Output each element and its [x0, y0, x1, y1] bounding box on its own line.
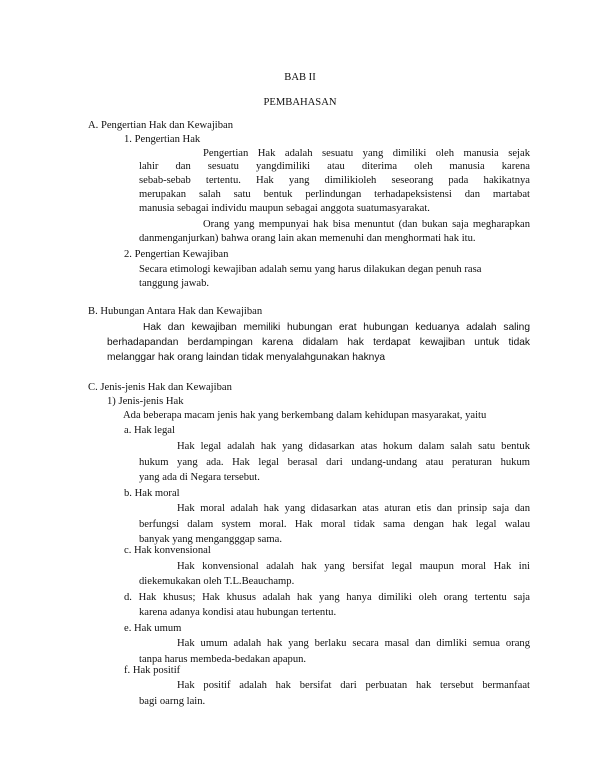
section-b-heading: B. Hubungan Antara Hak dan Kewajiban	[88, 306, 263, 317]
section-a-item2-heading: 2. Pengertian Kewajiban	[124, 249, 229, 260]
chapter-number: BAB II	[284, 72, 316, 83]
list-item-line: tanpa harus membeda-bedakan apapun.	[139, 654, 307, 665]
paragraph-line: merupakan salah satu bentuk perlindungan terhadapeksistensi dan martabat	[139, 189, 530, 200]
list-item-line: yang ada di Negara tersebut.	[139, 472, 260, 483]
list-item-line: diekemukakan oleh T.L.Beauchamp.	[139, 576, 295, 587]
paragraph-line: melanggar hak orang laindan tidak menyalahgunakan haknya	[107, 352, 386, 363]
list-item-line: Hak moral adalah hak yang didasarkan atas aturan etis dan prinsip saja dan	[177, 503, 530, 514]
list-item-label: b. Hak moral	[124, 488, 180, 499]
list-item-label: f. Hak positif	[124, 665, 181, 676]
paragraph-line: sebab-sebab tertentu. Hak yang dimilikioleh seseorang pada hakikatnya	[139, 175, 530, 186]
list-item-line: Hak positif adalah hak bersifat dari perbuatan hak tersebut bermanfaat	[177, 680, 530, 691]
list-item-label: c. Hak konvensional	[124, 545, 211, 556]
paragraph-line: lahir dan sesuatu yangdimiliki atau diterima oleh manusia karena	[139, 161, 530, 172]
paragraph-line: berhadapandan berdampingan karena didalam hak terdapat kewajiban untuk tidak	[107, 337, 530, 348]
chapter-title: PEMBAHASAN	[263, 97, 337, 108]
list-item-line: berfungsi dalam system moral. Hak moral tidak sama dengan hak legal walau	[139, 519, 530, 530]
paragraph-line: Pengertian Hak adalah sesuatu yang dimiliki oleh manusia sejak	[203, 148, 530, 159]
list-item-label: a. Hak legal	[124, 425, 175, 436]
paragraph-line: Secara etimologi kewajiban adalah semu yang harus dilakukan degan penuh rasa	[139, 264, 482, 275]
section-c-heading: C. Jenis-jenis Hak dan Kewajiban	[88, 382, 232, 393]
section-c-intro: Ada beberapa macam jenis hak yang berkembang dalam kehidupan masyarakat, yaitu	[123, 410, 487, 421]
list-item-line: bagi oarng lain.	[139, 696, 206, 707]
paragraph-line: tanggung jawab.	[139, 278, 210, 289]
paragraph-line: Hak dan kewajiban memiliki hubungan erat hubungan keduanya adalah saling	[143, 322, 530, 333]
list-item-line: Hak konvensional adalah hak yang bersifat legal maupun moral Hak ini	[177, 561, 530, 572]
list-item-line: hukum yang ada. Hak legal berasal dari undang-undang atau peraturan hukum	[139, 457, 530, 468]
list-item-line: banyak yang mengangggap sama.	[139, 534, 282, 545]
list-item-line: karena adanya kondisi atau hubungan tertentu.	[139, 607, 337, 618]
section-c-sub1: 1) Jenis-jenis Hak	[107, 396, 184, 407]
list-item-label: d. Hak khusus; Hak khusus adalah hak yang hanya dimiliki oleh orang tertentu saja	[124, 592, 530, 603]
paragraph-line: manusia sebagai individu maupun sebagai anggota suatumasyarakat.	[139, 203, 430, 214]
paragraph-line: danmenganjurkan) bahwa orang lain akan memenuhi dan menghormati hak itu.	[139, 233, 476, 244]
paragraph-line: Orang yang mempunyai hak bisa menuntut (dan bukan saja megharapkan	[203, 219, 530, 230]
list-item-label: e. Hak umum	[124, 623, 182, 634]
list-item-line: Hak umum adalah hak yang berlaku secara masal dan dimliki semua orang	[177, 638, 530, 649]
list-item-line: Hak legal adalah hak yang didasarkan atas hokum dalam salah satu bentuk	[177, 441, 530, 452]
section-a-item1-heading: 1. Pengertian Hak	[124, 134, 201, 145]
section-a-heading: A. Pengertian Hak dan Kewajiban	[88, 120, 234, 131]
